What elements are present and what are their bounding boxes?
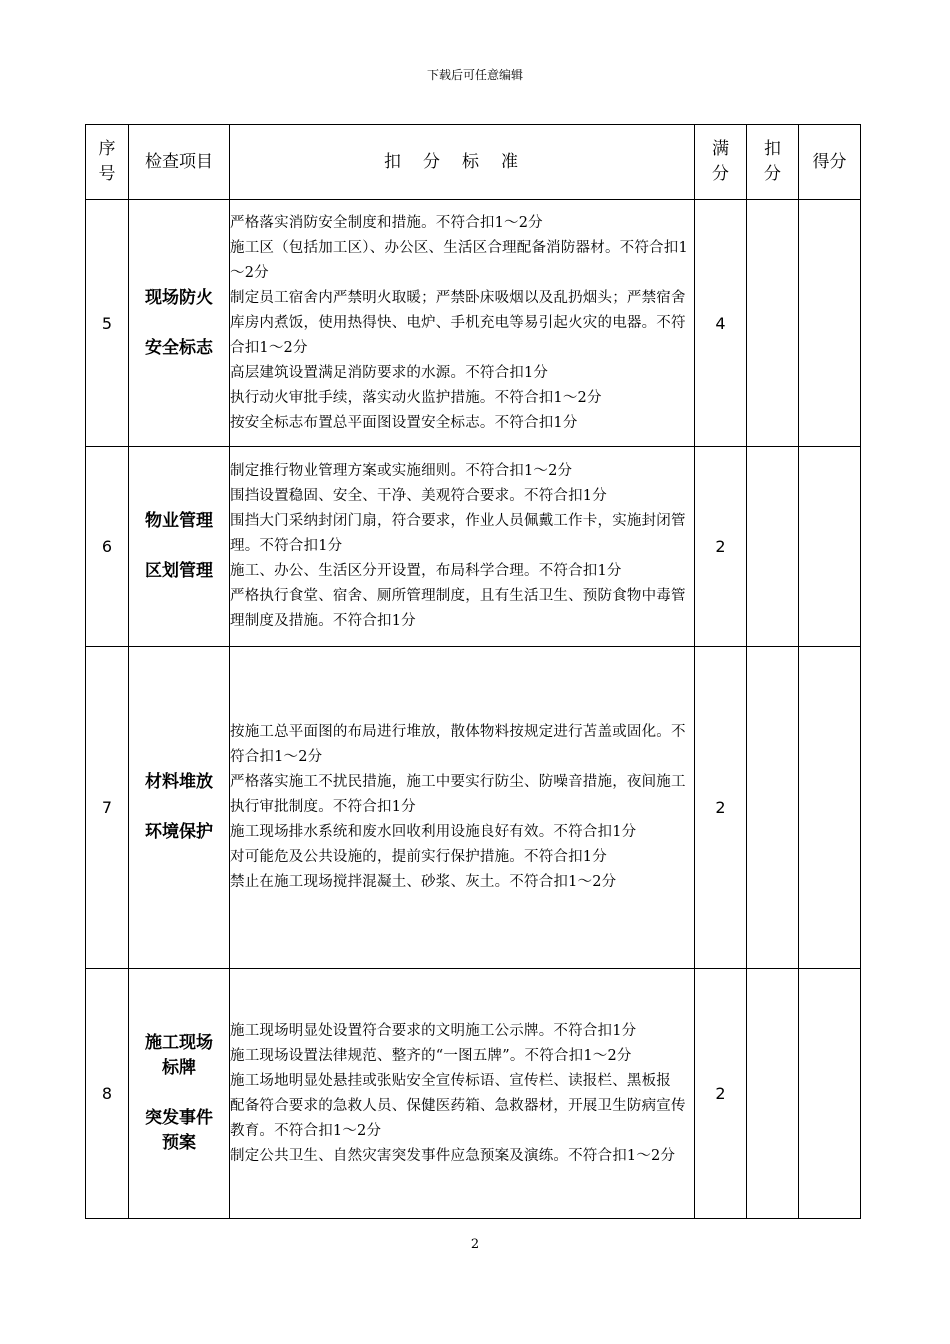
row-item (129, 647, 230, 969)
row-no: 5 (86, 200, 129, 447)
row-score-cell[interactable] (799, 647, 861, 969)
header-note: 下载后可任意编辑 (426, 68, 523, 82)
item-line: 预案 (162, 1133, 196, 1153)
row-full-score: 2 (695, 447, 747, 647)
row-item (129, 969, 230, 1219)
standard-line: 围挡设置稳固、安全、干净、美观符合要求。不符合扣1分 (230, 488, 607, 504)
page-number: 2 (470, 1237, 480, 1252)
row-score-cell[interactable] (799, 969, 861, 1219)
header-no-line: 序 (98, 139, 116, 159)
row-deduct-cell[interactable] (747, 447, 799, 647)
row-standard (230, 200, 695, 447)
standard-line: 严格落实施工不扰民措施，施工中要实行防尘、防噪音措施，夜间施工执行审批制度。不符合扣1分 (230, 774, 686, 815)
item-line: 突发事件 (145, 1108, 213, 1128)
item-line: 区划管理 (145, 561, 213, 581)
item-line: 材料堆放 (145, 772, 213, 792)
table-row (86, 969, 861, 1219)
row-full-score: 2 (695, 647, 747, 969)
header-no (86, 125, 129, 200)
row-item (129, 447, 230, 647)
row-score-cell[interactable] (799, 200, 861, 447)
item-line: 环境保护 (145, 822, 213, 842)
table-row (86, 647, 861, 969)
table-row (86, 447, 861, 647)
row-no: 6 (86, 447, 129, 647)
row-full-score: 4 (695, 200, 747, 447)
standard-line: 禁止在施工现场搅拌混凝土、砂浆、灰土。不符合扣1～2分 (230, 874, 617, 890)
table-row (86, 200, 861, 447)
standard-line: 制定公共卫生、自然灾害突发事件应急预案及演练。不符合扣1～2分 (230, 1147, 676, 1164)
item-line: 施工现场 (145, 1033, 213, 1053)
standard-line: 严格执行食堂、宿舍、厕所管理制度，且有生活卫生、预防食物中毒管理制度及措施。不符合扣1分 (230, 588, 686, 629)
item-line: 物业管理 (145, 511, 213, 531)
standard-line: 高层建筑设置满足消防要求的水源。不符合扣1分 (230, 364, 549, 381)
row-deduct-cell[interactable] (747, 969, 799, 1219)
item-line: 标牌 (162, 1058, 196, 1078)
header-deduct-line: 分 (764, 164, 781, 184)
inspection-table (85, 124, 861, 1219)
item-line: 安全标志 (145, 337, 213, 358)
header-full (695, 125, 747, 200)
header-no-line: 号 (98, 164, 116, 184)
row-no: 8 (86, 969, 129, 1219)
row-no: 7 (86, 647, 129, 969)
standard-line: 按安全标志布置总平面图设置安全标志。不符合扣1分 (230, 414, 578, 431)
standard-line: 配备符合要求的急救人员、保健医药箱、急救器材，开展卫生防病宣传教育。不符合扣1～2分 (230, 1097, 686, 1139)
header-item: 检查项目 (129, 125, 230, 200)
header-deduct (747, 125, 799, 200)
standard-line: 施工现场排水系统和废水回收利用设施良好有效。不符合扣1分 (230, 824, 637, 840)
header-full-line: 分 (712, 164, 729, 184)
standard-line: 施工现场设置法律规范、整齐的“一图五牌”。不符合扣1～2分 (230, 1047, 632, 1064)
header-full-line: 满 (712, 139, 729, 159)
standard-line: 严格落实消防安全制度和措施。不符合扣1～2分 (230, 214, 543, 231)
row-standard (230, 647, 695, 969)
row-full-score: 2 (695, 969, 747, 1219)
standard-line: 制定员工宿舍内严禁明火取暖；严禁卧床吸烟以及乱扔烟头；严禁宿舍库房内煮饭，使用热得快、电炉、手机充电等易引起火灾的电器。不符合扣1～2分 (230, 289, 686, 356)
item-line: 现场防火 (145, 287, 213, 308)
row-standard (230, 969, 695, 1219)
standard-line: 按施工总平面图的布局进行堆放，散体物料按规定进行苫盖或固化。不符合扣1～2分 (230, 724, 686, 765)
table-header-row (86, 125, 861, 200)
standard-line: 执行动火审批手续，落实动火监护措施。不符合扣1～2分 (230, 389, 602, 406)
standard-line: 施工现场明显处设置符合要求的文明施工公示牌。不符合扣1分 (230, 1022, 637, 1039)
standard-line: 施工场地明显处悬挂或张贴安全宣传标语、宣传栏、读报栏、黑板报 (230, 1072, 671, 1089)
standard-line: 施工区（包括加工区）、办公区、生活区合理配备消防器材。不符合扣1～2分 (230, 239, 688, 281)
header-standard: 扣分标准 (230, 125, 695, 200)
header-deduct-line: 扣 (764, 139, 781, 159)
row-standard (230, 447, 695, 647)
row-item (129, 200, 230, 447)
standard-line: 对可能危及公共设施的，提前实行保护措施。不符合扣1分 (230, 849, 607, 865)
standard-line: 制定推行物业管理方案或实施细则。不符合扣1～2分 (230, 463, 573, 479)
row-score-cell[interactable] (799, 447, 861, 647)
standard-line: 施工、办公、生活区分开设置，布局科学合理。不符合扣1分 (230, 563, 622, 579)
row-deduct-cell[interactable] (747, 647, 799, 969)
header-score: 得分 (799, 125, 861, 200)
standard-line: 围挡大门采纳封闭门扇，符合要求，作业人员佩戴工作卡，实施封闭管理。不符合扣1分 (230, 513, 686, 554)
row-deduct-cell[interactable] (747, 200, 799, 447)
